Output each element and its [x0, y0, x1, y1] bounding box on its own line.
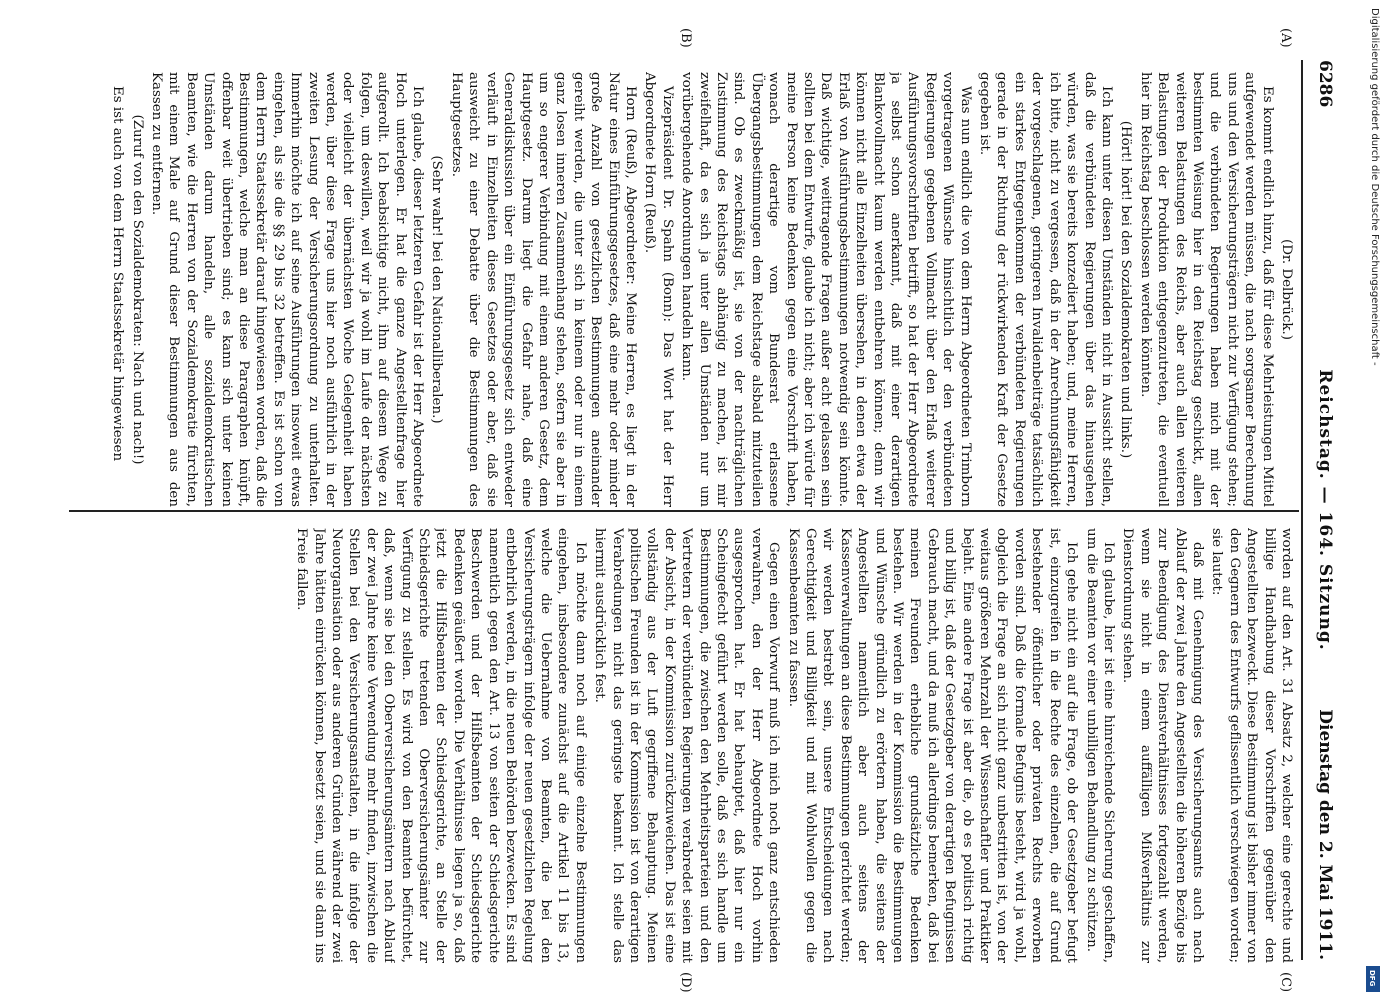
- column-divider: [69, 510, 1299, 512]
- left-column-paragraph: (Dr. Delbrück.): [1279, 238, 1294, 341]
- margin-marker-d: (D): [678, 972, 693, 993]
- left-column-paragraph: Was nun endlich die von dem Herrn Abgeordneten Trimborn vorgetragenen Wünsche hinsichtlich der den verbündeten Regierungen gegebenen Vollmacht über den Erlaß weiterer Ausführungsvorschriften betrifft, so hat der Herr Abgeordnete ja selbst schon anerkannt, daß mit einer derartigen Blankovollmacht kaum werden entbehren können; denn wir können nicht alle Einzelheiten übersehen, in denen etwa der Erlaß von Ausführungsbestimmungen notwendig sein könnte. Daß wichtige, weittragende Fragen außer acht gelassen sein sollten bei dem Entwurfe, glaube ich nicht; aber ich würde für meine Person keine Bedenken gegen eine Vorschrift haben, wonach derartige vom Bundesrat erlassene Übergangsbestimmungen dem Reichstage alsbald mitzuteilen sind. Ob es zweckmäßig ist, sie von der nachträglichen Zustimmung des Reichstags abhängig zu machen, ist mir zweifelhaft, da es sich ja unter allen Umständen nur um vorübergehende Anordnungen handeln kann.: [679, 72, 973, 507]
- dfg-logo: [1366, 966, 1380, 992]
- left-column: [75, 72, 1295, 507]
- left-column-paragraph: Horn (Reuß), Abgeordneter: Meine Herren, es liegt in der Natur eines Einführungsgesetzes, daß eine mehr oder minder große Anzahl von gesetzlichen Bestimmungen aneinander gereiht werden, die unter sich in keinem oder nur in einem ganz losen inneren Zusammenhang stehen, sofern sie aber in um so engerer Verbindung mit einem anderen Gesetz, dem Hauptgesetz. Darum liegt die Gefahr nahe, daß eine Generaldiskussion über ein Einführungsgesetz sich entweder verläuft in Einzelheiten dieses Gesetzes oder aber, daß sie ausweicht zu einer Debatte über die Bestimmungen des Hauptgesetzes.: [448, 72, 638, 507]
- left-column-paragraph: Vizepräsident Dr. Spahn (Bonn): Das Wort hat der Herr Abgeordnete Horn (Reuß).: [642, 72, 675, 507]
- left-column-paragraph: Es ist auch von dem Herrn Staatssekretär hingewiesen: [110, 86, 126, 462]
- right-column-paragraph: Ich glaube, hier ist eine hinreichende Sicherung geschaffen, um die Beamten vor einer unbilligen Behandlung zu schützen.: [1083, 528, 1116, 963]
- header-rule: [1301, 60, 1303, 960]
- page-title: Reichstag. — 164. Sitzung.: [1315, 369, 1335, 651]
- page-header: [1307, 60, 1335, 960]
- right-column-paragraph: daß mit Genehmigung des Versicherungsamts auch nach Ablauf der zwei Jahre den Angestellten die höheren Bezüge bis zur Beendigung des Dienstverhältnisses fortgezahlt werden, wenn sie nicht in einem auffälligen Mißverhältnis zur Dienstordnung stehen.: [1120, 528, 1205, 963]
- dfg-logo-text: DFG: [1368, 970, 1376, 987]
- session-date: Dienstag den 2. Mai 1911.: [1315, 709, 1335, 960]
- left-column-paragraph: (Hört! hört! bei den Sozialdemokraten und links.): [1118, 120, 1134, 459]
- margin-marker-a: (A): [1278, 28, 1293, 48]
- left-column-paragraph: (Zuruf von den Sozialdemokraten: Nach und nach!): [129, 114, 145, 465]
- margin-marker-b: (B): [678, 28, 693, 48]
- left-column-paragraph: (Sehr wahr! bei den Nationalliberalen.): [429, 155, 445, 424]
- margin-marker-c: (C): [1278, 972, 1293, 993]
- right-column-paragraph: worden auf den Art. 31 Absatz 2, welcher eine gerechte und billige Handhabung dieser Vorschriften gegenüber den Angestellten bezweckt. Diese Bestimmung ist bisher immer von den Gegnern des Entwurfs geflissentlich verschwiegen worden; sie lautet:: [1209, 528, 1294, 963]
- right-column-paragraph: Ich gehe nicht ein auf die Frage, ob der Gesetzgeber befugt ist, einzugreifen in die Rechte des einzelnen, die auf Grund bestehender öffentlicher oder privaten Rechts erworben worden sind. Daß die formale Befugnis besteht, wird ja wohl, obgleich die Frage an sich nicht ganz unbestritten ist, von der weitaus größeren Mehrzahl der Wissenschaftler und Praktiker bejaht. Eine andere Frage ist aber die, ob es politisch richtig und billig ist, daß der Gesetzgeber von derartigen Befugnissen Gebrauch macht, und da muß ich allerdings bemerken, daß bei meinen Freunden erhebliche grundsätzliche Bedenken bestehen. Wir werden in der Kommission die Bestimmungen und Wünsche gründlich zu erörtern haben, die seitens der Angestellten namentlich aber auch seitens der Kassenverwaltungen an diese Bestimmungen gerichtet werden; wir werden bestrebt sein, unsere Entscheidungen nach Gerechtigkeit und Billigkeit und mit Wohlwollen gegen die Kassenbeamten zu fassen.: [785, 528, 1080, 963]
- page-number: 6286: [1315, 60, 1335, 108]
- credit-text: Digitalisierung gefördert durch die Deutsche Forschungsgemeinschaft -: [1369, 8, 1380, 366]
- digitization-credit: [1366, 0, 1380, 1000]
- right-column: [75, 528, 1295, 963]
- right-column-paragraph: Gegen einen Vorwurf muß ich mich noch ganz entschieden verwahren, den der Herr Abgeordnete Hoch vorhin ausgesprochen hat. Er hat behauptet, daß hier nur ein Scheingefecht geführt werden solle, daß es sich handle um Bestimmungen, die zwischen den Mehrheitsparteien und den Vertretern der verbündeten Regierungen verabredet seien mit der Absicht, in der Kommission zurückzuweichen. Das ist eine vollständig aus der Luft gegriffene Behauptung. Meinen politischen Freunden ist in der Kommission ist von derartigen Verabredungen nicht das geringste bekannt. Ich stelle das hiermit ausdrücklich fest.: [592, 528, 782, 963]
- left-column-paragraph: Ich kann unter diesen Umständen nicht in Aussicht stellen, daß die verbündeten Regierungen über das hinausgehen würden, was sie bereits konzediert haben; und, meine Herren, ich bitte, nicht zu vergessen, daß in der Anrechnungsfähigkeit der vorgeschlagenen, geringeren Invalidenbeiträge tatsächlich ein starkes Entgegenkommen der verbündeten Regierungen gerade in der Richtung der rückwirkenden Kraft der Gesetze gegeben ist.: [977, 72, 1114, 507]
- left-column-paragraph: Ich glaube, dieser letzteren Gefahr ist der Herr Abgeordnete Hoch unterlegen. Er hat die ganze Angestelltenfrage hier aufgerollt. Ich beabsichtige nicht, ihm auf diesem Wege zu folgen, um deswillen, weil wir ja wohl im Laufe der nächsten oder vielleicht der übernächsten Woche Gelegenheit haben werden, über diese Frage uns hier noch ausführlich in der zweiten Lesung der Versicherungsordnung zu unterhalten. Immerhin möchte ich auf seine Ausführungen insoweit etwas eingehen, als sie die §§ 29 bis 32 betreffen. Es ist schon von dem Herrn Staatssekretär darauf hingewiesen worden, daß die Bestimmungen, welche man an diese Paragraphen knüpft, offenbar weit übertrieben sind; es kann sich unter keinen Umständen darum handeln, alle sozialdemokratischen Beamten, wie die Herren von der Sozialdemokratie fürchten, mit einem Male auf Grund dieser Bestimmungen aus den Kassen zu entfernen.: [149, 72, 426, 507]
- right-column-paragraph: Ich möchte dann noch auf einige einzelne Bestimmungen eingehen, insbesondere zunächst auf die Artikel 11 bis 13, welche die Uebernahme von Beamten, die bei den Versicherungsträgern infolge der neuen gesetzlichen Regelung entbehrlich werden, in die neuen Behörden bezwecken. Es sind namentlich gegen den Art. 13 von seiten der Schiedsgerichte Beschwerden und der Hilfsbeamten der Schiedsgerichte Bedenken geäußert worden. Die Verhältnisse liegen ja so, daß jetzt die Hilfsbeamten der Schiedsgerichte, an Stelle der Schiedsgerichte tretenden Oberversicherungsämter zur Verfügung zu stellen. Es wird von den Beamten befürchtet, daß, wenn sie bei den Oberversicherungsämtern nach Ablauf der zwei Jahre keine Verwendung mehr finden, inzwischen die Stellen bei den Versicherungsanstalten, in die infolge der Neuorganisation oder aus anderen Gründen während der zwei Jahre hätten einrücken können, besetzt seien, und sie dann ins Freie fallen.: [294, 528, 588, 963]
- left-column-paragraph: Es kommt endlich hinzu, daß für diese Mehrleistungen Mittel aufgewendet werden müssen, die nach sorgsamer Berechnung uns und den Versicherungsträgern nicht zur Verfügung stehen; und die verbündeten Regierungen haben mich mit der bestimmten Weisung hier in den Reichstag geschickt, allen weiteren Belastungen des Reichs, aber auch allen weiteren Belastungen der Produktion entgegenzutreten, die eventuell hier im Reichstag beschlossen werden könnten.: [1137, 72, 1275, 507]
